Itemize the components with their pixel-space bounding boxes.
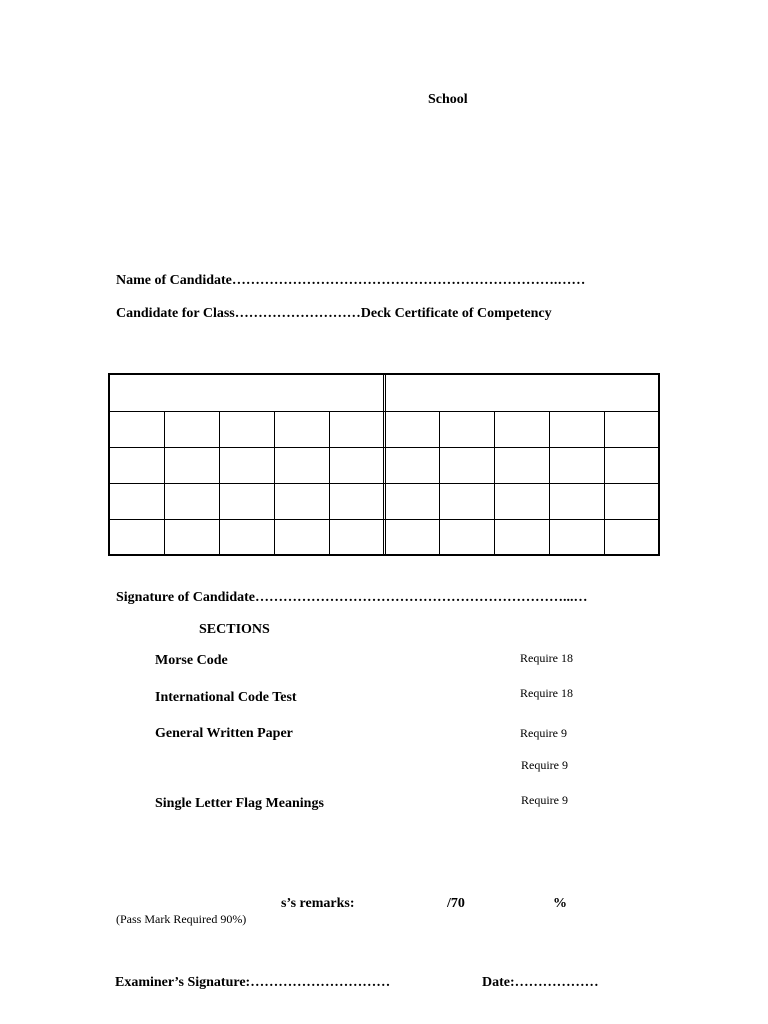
- remarks-label: s’s remarks:: [281, 896, 355, 911]
- section-requirement: Require 18: [520, 686, 573, 700]
- marks-grid: [108, 373, 660, 556]
- section-requirement: Require 9: [521, 793, 568, 807]
- grid-col-line: [439, 412, 440, 554]
- grid-divider: [383, 375, 386, 554]
- candidate-signature-line: Signature of Candidate…………………………………………………………...…: [116, 590, 588, 605]
- grid-row-line: [110, 411, 658, 412]
- grid-row-line: [110, 447, 658, 448]
- sections-heading: SECTIONS: [199, 622, 270, 637]
- remarks-score: /70: [447, 896, 465, 911]
- grid-col-line: [164, 412, 165, 554]
- grid-row-line: [110, 519, 658, 520]
- pass-mark-note: (Pass Mark Required 90%): [116, 912, 247, 926]
- candidate-class-label: Candidate for Class………………………: [116, 306, 361, 321]
- section-name: Single Letter Flag Meanings: [155, 796, 324, 811]
- date-line: Date:………………: [482, 975, 599, 990]
- candidate-name-line: Name of Candidate…………………………………………………………….……: [116, 273, 586, 288]
- grid-col-line: [274, 412, 275, 554]
- grid-col-line: [549, 412, 550, 554]
- grid-col-line: [494, 412, 495, 554]
- grid-col-line: [604, 412, 605, 554]
- remarks-percent: %: [553, 896, 567, 911]
- section-name: Morse Code: [155, 653, 228, 668]
- grid-col-line: [219, 412, 220, 554]
- section-name: International Code Test: [155, 690, 297, 705]
- candidate-class-value: Deck Certificate of Competency: [360, 306, 552, 321]
- section-requirement: Require 9: [520, 726, 567, 740]
- section-name: General Written Paper: [155, 726, 293, 741]
- grid-row-line: [110, 483, 658, 484]
- candidate-class-line: [116, 306, 552, 322]
- school-title: School: [428, 92, 468, 107]
- examiner-signature-line: Examiner’s Signature:…………………………: [115, 975, 391, 990]
- grid-col-line: [329, 412, 330, 554]
- section-requirement: Require 9: [521, 758, 568, 772]
- section-requirement: Require 18: [520, 651, 573, 665]
